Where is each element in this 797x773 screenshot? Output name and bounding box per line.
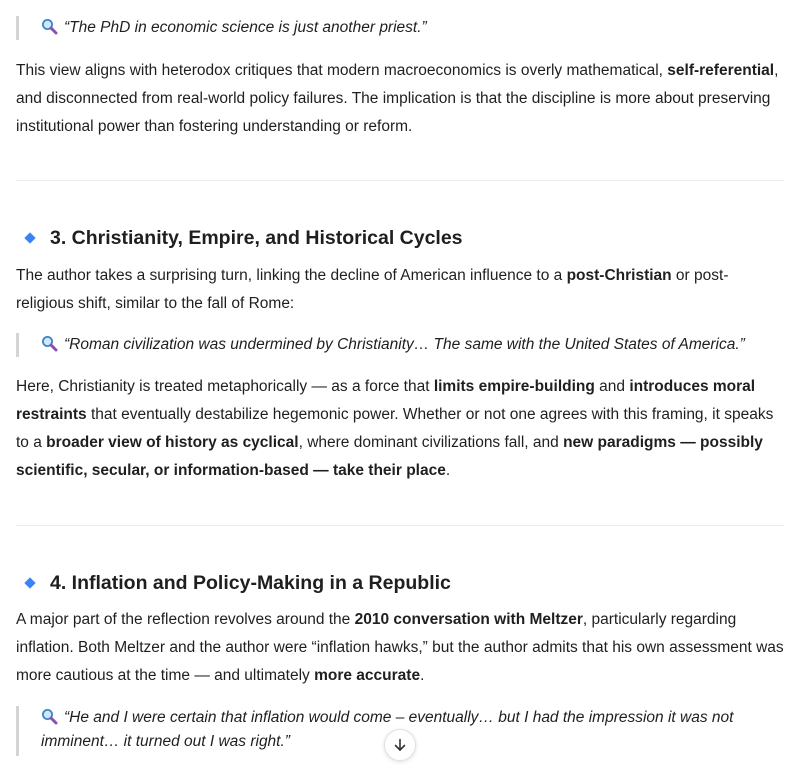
bold-run: self-referential [667,62,775,79]
bold-run: more accurate [314,667,421,684]
bold-run: 2010 conversation with Meltzer [354,611,583,628]
heading-text: 4. Inflation and Policy-Making in a Republic [50,572,451,594]
paragraph-heterodox-critiques [16,57,781,141]
paragraph-christianity-metaphor [16,373,781,485]
blockquote-phd-priest [16,16,781,40]
text-run: that eventually destabilize hegemonic power. Whether or not one agrees with this framing, it speaks to a [16,406,774,451]
text-run: . [445,462,451,479]
bold-run: introduces moral restraints [16,378,756,423]
text-run: Here, Christianity is treated metaphorically — as a force that [16,378,434,395]
text-run: The author takes a surprising turn, linking the decline of American influence to a [16,267,567,284]
scroll-to-bottom-button[interactable] [384,729,416,761]
magnifying-glass-icon [41,335,58,352]
text-run: , where dominant civilizations fall, and [298,434,564,451]
magnifying-glass-icon [41,708,58,725]
quote-text: “The PhD in economic science is just another priest.” [64,19,427,36]
bold-run: broader view of history as cyclical [46,434,299,451]
text-run: , particularly regarding inflation. Both Meltzer and the author were “inflation hawks,” but the author admits that his own assessment was more cautious at the time — and ultimately [16,611,784,684]
bold-run: new paradigms — possibly scientific, secular, or information-based — take their place [16,434,763,479]
blockquote-roman-civilization [16,333,781,357]
section-4-heading [16,570,451,596]
text-run: and [594,378,630,395]
heading-text: 3. Christianity, Empire, and Historical Cycles [50,227,463,249]
quote-text: “He and I were certain that inflation would come – eventually… but I had the impression it was not imminent… it turned out I was right.” [41,709,734,750]
text-run: This view aligns with heterodox critiques that modern macroeconomics is overly mathematical, [16,62,668,79]
text-run: A major part of the reflection revolves around the [16,611,355,628]
paragraph-meltzer-conversation [16,606,784,690]
quote-text: “Roman civilization was undermined by Christianity… The same with the United States of America.” [64,336,745,353]
text-run: . [420,667,425,684]
paragraph-post-christian [16,262,781,318]
section-divider [16,180,784,181]
magnifying-glass-icon [41,18,58,35]
section-3-heading [16,225,463,251]
text-run: or post-religious shift, similar to the fall of Rome: [16,267,729,312]
blue-diamond-icon [24,577,35,588]
blue-diamond-icon [24,232,35,243]
text-run: , and disconnected from real-world policy failures. The implication is that the discipline is more about preserving institutional power than fostering understanding or reform. [16,62,779,135]
arrow-down-icon [393,738,407,752]
section-divider [16,525,784,526]
bold-run: limits empire-building [433,378,595,395]
bold-run: post-Christian [566,267,672,284]
